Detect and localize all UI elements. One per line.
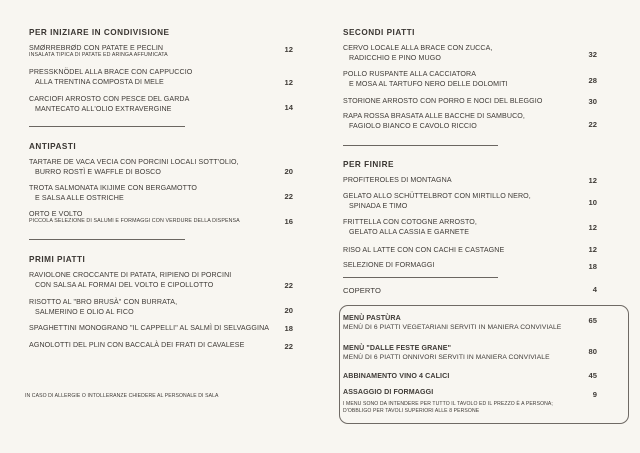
price: 12	[588, 223, 597, 232]
menu-item	[343, 217, 477, 237]
menu-description: MENÙ DI 6 PIATTI VEGETARIANI SERVITI IN MANIERA CONVIVIALE	[343, 324, 562, 331]
dish-name: PROFITEROLES DI MONTAGNA	[343, 176, 452, 184]
price: 80	[588, 347, 597, 356]
price: 22	[284, 342, 293, 351]
price: 20	[284, 167, 293, 176]
price: 16	[284, 217, 293, 226]
section-title-condivisione: PER INIZIARE IN CONDIVISIONE	[29, 28, 170, 37]
dish-name: RISO AL LATTE CON CON CACHI E CASTAGNE	[343, 246, 505, 254]
menu-item	[343, 245, 504, 255]
price: 28	[588, 76, 597, 85]
menu-title: MENÙ "DALLE FESTE GRANE"	[343, 344, 452, 352]
dish-name-cont: MANTECATO ALL'OLIO EXTRAVERGINE	[35, 105, 172, 113]
price: 18	[588, 262, 597, 271]
price: 32	[588, 50, 597, 59]
dish-name: ORTO E VOLTO	[29, 210, 83, 218]
box-note-line: I MENU SONO DA INTENDERE PER TUTTO IL TAVOLO ED IL PREZZO È A PERSONA;	[343, 401, 553, 407]
menu-item	[343, 191, 531, 211]
menu-item	[29, 209, 240, 225]
section-divider	[29, 126, 185, 127]
dish-name: RAPA ROSSA BRASATA ALLE BACCHE DI SAMBUCO,	[343, 112, 525, 120]
dish-name: CERVO LOCALE ALLA BRACE CON ZUCCA,	[343, 44, 493, 52]
price: 14	[284, 103, 293, 112]
coperto-label: COPERTO	[343, 286, 381, 295]
menu-item	[29, 323, 269, 333]
price: 9	[592, 390, 597, 399]
menu-title: MENÙ PASTÙRA	[343, 314, 401, 322]
dish-name-cont: CON SALSA AL FORMAI DEL VOLTO E CIPOLLOTTO	[35, 281, 214, 289]
menu-item	[29, 94, 189, 114]
box-note-line: D'OBBLIGO PER TAVOLI SUPERIORI ALLE 8 PERSONE	[343, 408, 480, 414]
price: 65	[588, 316, 597, 325]
price: 45	[588, 371, 597, 380]
allergy-note: IN CASO DI ALLERGIE O INTOLLERANZE CHIEDERE AL PERSONALE DI SALA	[25, 393, 219, 399]
dish-name: POLLO RUSPANTE ALLA CACCIATORA	[343, 70, 477, 78]
dish-name: SELEZIONE DI FORMAGGI	[343, 261, 435, 269]
tasting-menu-item	[343, 371, 449, 381]
tasting-menu-item	[343, 343, 550, 363]
dish-name-cont: BURRO ROSTÌ E WAFFLE DI BOSCO	[35, 168, 162, 176]
menu-item	[343, 260, 435, 270]
menu-title: ABBINAMENTO VINO 4 CALICI	[343, 372, 450, 380]
menu-item	[343, 175, 452, 185]
dish-name: AGNOLOTTI DEL PLIN CON BACCALÀ DEI FRATI DI CAVALESE	[29, 341, 245, 349]
dish-name-cont: GELATO ALLA CASSIA E GARNETE	[349, 228, 470, 236]
menu-item	[343, 96, 542, 106]
dish-name: PRESSKNÖDEL ALLA BRACE CON CAPPUCCIO	[29, 68, 193, 76]
dish-name-cont: SALMERINO E OLIO AL FICO	[35, 308, 134, 316]
dish-name: TARTARE DE VACA VECIA CON PORCINI LOCALI SOTT'OLIO,	[29, 158, 239, 166]
dish-description: INSALATA TIPICA DI PATATE ED ARINGA AFFUMICATA	[29, 52, 168, 58]
menu-item	[29, 43, 168, 59]
menu-item	[29, 297, 177, 317]
price: 18	[284, 324, 293, 333]
dish-name-cont: RADICCHIO E PINO MUGO	[349, 54, 441, 62]
price: 4	[592, 285, 597, 294]
section-title-secondi: SECONDI PIATTI	[343, 28, 415, 37]
price: 20	[284, 306, 293, 315]
dish-name: FRITTELLA CON COTOGNE ARROSTO,	[343, 218, 477, 226]
dish-description: PICCOLA SELEZIONE DI SALUMI E FORMAGGI CON VERDURE DELLA DISPENSA	[29, 218, 240, 224]
menu-item	[29, 183, 197, 203]
section-divider	[343, 277, 498, 278]
menu-item	[29, 67, 192, 87]
tasting-menu-item	[343, 313, 561, 333]
section-divider	[343, 145, 498, 146]
price: 12	[588, 245, 597, 254]
menu-description: MENÙ DI 6 PIATTI ONNIVORI SERVITI IN MANIERA CONVIVIALE	[343, 354, 550, 361]
dish-name: RAVIOLONE CROCCANTE DI PATATA, RIPIENO DI PORCINI	[29, 271, 232, 279]
price: 12	[284, 45, 293, 54]
dish-name-cont: E MOSA AL TARTUFO NERO DELLE DOLOMITI	[349, 80, 508, 88]
dish-name-cont: FAGIOLO BIANCO E CAVOLO RICCIO	[349, 122, 477, 130]
section-divider	[29, 239, 185, 240]
dish-name: STORIONE ARROSTO CON PORRO E NOCI DEL BLEGGIO	[343, 97, 543, 105]
tasting-menu-item	[343, 387, 433, 397]
price: 22	[588, 120, 597, 129]
menu-title: ASSAGGIO DI FORMAGGI	[343, 388, 434, 396]
menu-item	[29, 270, 231, 290]
dish-name: RISOTTO AL "BRO BRUSÀ" CON BURRATA,	[29, 298, 178, 306]
dish-name-cont: E SALSA ALLE OSTRICHE	[35, 194, 124, 202]
price: 12	[588, 176, 597, 185]
menu-item	[343, 111, 525, 131]
dish-name: GELATO ALLO SCHÜTTELBROT CON MIRTILLO NERO,	[343, 192, 531, 200]
price: 12	[284, 78, 293, 87]
dish-name: SMØRREBRØD CON PATATE E PECLIN	[29, 44, 164, 52]
section-title-antipasti: ANTIPASTI	[29, 142, 77, 151]
section-title-primi: PRIMI PIATTI	[29, 255, 86, 264]
dish-name-cont: SPINADA E TIMO	[349, 202, 408, 210]
menu-item	[343, 43, 493, 63]
menu-item	[29, 340, 244, 350]
coperto-row	[343, 286, 381, 296]
box-note	[343, 401, 553, 415]
menu-item	[343, 69, 508, 89]
price: 22	[284, 192, 293, 201]
price: 30	[588, 97, 597, 106]
dish-name: TROTA SALMONATA IKIJIME CON BERGAMOTTO	[29, 184, 198, 192]
menu-item	[29, 157, 239, 177]
dish-name: CARCIOFI ARROSTO CON PESCE DEL GARDA	[29, 95, 190, 103]
price: 10	[588, 198, 597, 207]
price: 22	[284, 281, 293, 290]
section-title-per-finire: PER FINIRE	[343, 160, 394, 169]
dish-name-cont: ALLA TRENTINA COMPOSTA DI MELE	[35, 78, 164, 86]
dish-name: SPAGHETTINI MONOGRANO "IL CAPPELLI" AL SALMÌ DI SELVAGGINA	[29, 324, 270, 332]
